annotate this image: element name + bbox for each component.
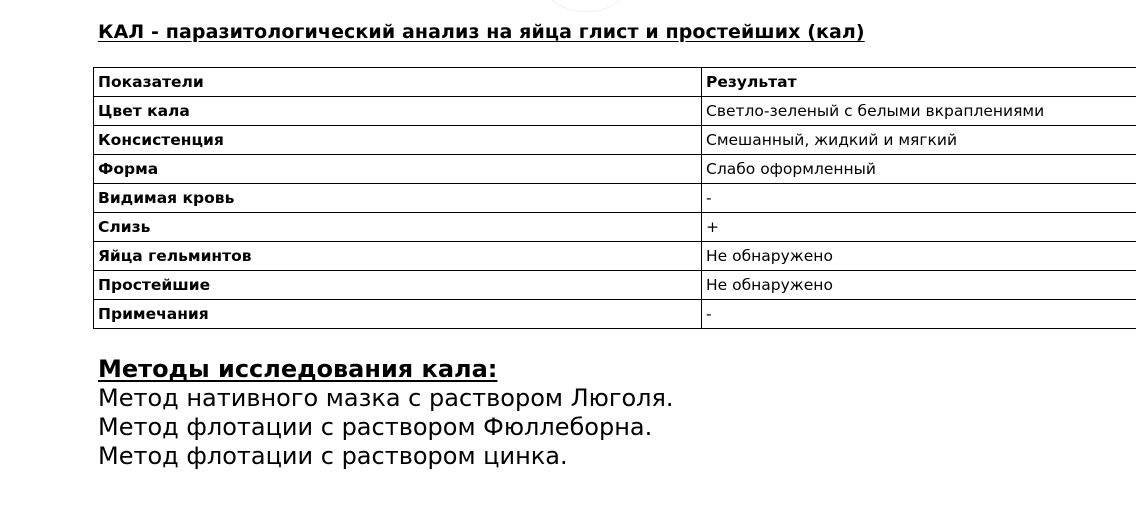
- table-row: [94, 213, 1136, 242]
- methods-title: Методы исследования кала:: [98, 355, 498, 383]
- row-result-cell: Не обнаружено: [702, 271, 1136, 300]
- column-header-param: Показатели: [94, 68, 702, 97]
- row-result-cell: Светло-зеленый с белыми вкраплениями: [702, 97, 1136, 126]
- table-header-row: [94, 68, 1136, 97]
- row-param-cell: Видимая кровь: [94, 184, 702, 213]
- row-param-cell: Консистенция: [94, 126, 702, 155]
- method-item: Метод флотации с раствором Фюллеборна.: [98, 413, 653, 441]
- row-result-cell: +: [702, 213, 1136, 242]
- table-row: [94, 184, 1136, 213]
- column-header-result: Результат: [702, 68, 1136, 97]
- results-table: [93, 67, 1136, 329]
- method-item: Метод нативного мазка с раствором Люголя.: [98, 384, 674, 412]
- row-result-cell: Смешанный, жидкий и мягкий: [702, 126, 1136, 155]
- page-title: КАЛ - паразитологический анализ на яйца глист и простейших (кал): [98, 21, 865, 43]
- table-row: [94, 126, 1136, 155]
- row-result-cell: Слабо оформленный: [702, 155, 1136, 184]
- row-result-cell: -: [702, 184, 1136, 213]
- table-row: [94, 271, 1136, 300]
- row-param-cell: Яйца гельминтов: [94, 242, 702, 271]
- row-param-cell: Примечания: [94, 300, 702, 329]
- methods-section: [98, 355, 674, 471]
- method-item: Метод флотации с раствором цинка.: [98, 442, 568, 470]
- table-row: [94, 155, 1136, 184]
- row-param-cell: Форма: [94, 155, 702, 184]
- table-row: [94, 242, 1136, 271]
- row-result-cell: -: [702, 300, 1136, 329]
- page-edge-decoration: [545, 0, 627, 12]
- table-row: [94, 300, 1136, 329]
- row-param-cell: Слизь: [94, 213, 702, 242]
- row-result-cell: Не обнаружено: [702, 242, 1136, 271]
- table-row: [94, 97, 1136, 126]
- row-param-cell: Простейшие: [94, 271, 702, 300]
- row-param-cell: Цвет кала: [94, 97, 702, 126]
